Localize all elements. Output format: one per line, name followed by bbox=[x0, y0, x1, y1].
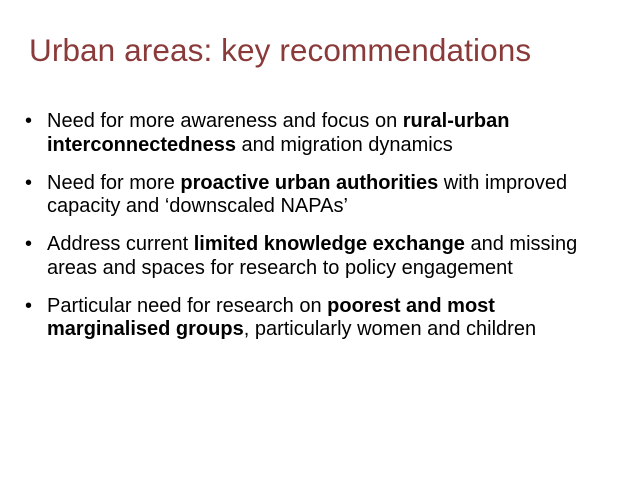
bullet-item bbox=[24, 295, 620, 342]
bullet-text bbox=[47, 172, 567, 218]
bullet-text-regular: Address current bbox=[47, 233, 194, 255]
bullet-marker: • bbox=[25, 233, 33, 255]
bullet-text-regular: , particularly women and children bbox=[243, 318, 537, 340]
bullet-text-regular: with improved capacity and ‘downscaled NAPAs’ bbox=[47, 171, 568, 217]
bullet-item bbox=[24, 233, 620, 280]
bullet-text-emphasis: rural-urban interconnectedness bbox=[47, 110, 510, 156]
bullet-text-regular: and missing areas and spaces for research to policy engagement bbox=[47, 233, 578, 279]
bullet-list bbox=[24, 110, 620, 356]
bullet-text-regular: Particular need for research on bbox=[47, 294, 328, 317]
bullet-text-regular: Need for more bbox=[47, 171, 181, 194]
bullet-text-emphasis: poorest and most marginalised groups bbox=[47, 294, 495, 340]
bullet-marker: • bbox=[25, 110, 33, 132]
bullet-item bbox=[24, 110, 620, 157]
bullet-text-regular: Need for more awareness and focus on bbox=[47, 110, 403, 132]
bullet-text bbox=[47, 233, 577, 279]
bullet-marker: • bbox=[25, 294, 33, 317]
bullet-text-regular: and migration dynamics bbox=[235, 133, 453, 156]
bullet-text-emphasis: proactive urban authorities bbox=[180, 171, 439, 194]
bullet-marker: • bbox=[25, 171, 33, 194]
bullet-text bbox=[47, 295, 536, 341]
bullet-text bbox=[47, 110, 509, 156]
bullet-item bbox=[24, 172, 620, 219]
bullet-text-emphasis: limited knowledge exchange bbox=[193, 233, 465, 255]
slide-title: Urban areas: key recommendations bbox=[29, 32, 532, 68]
